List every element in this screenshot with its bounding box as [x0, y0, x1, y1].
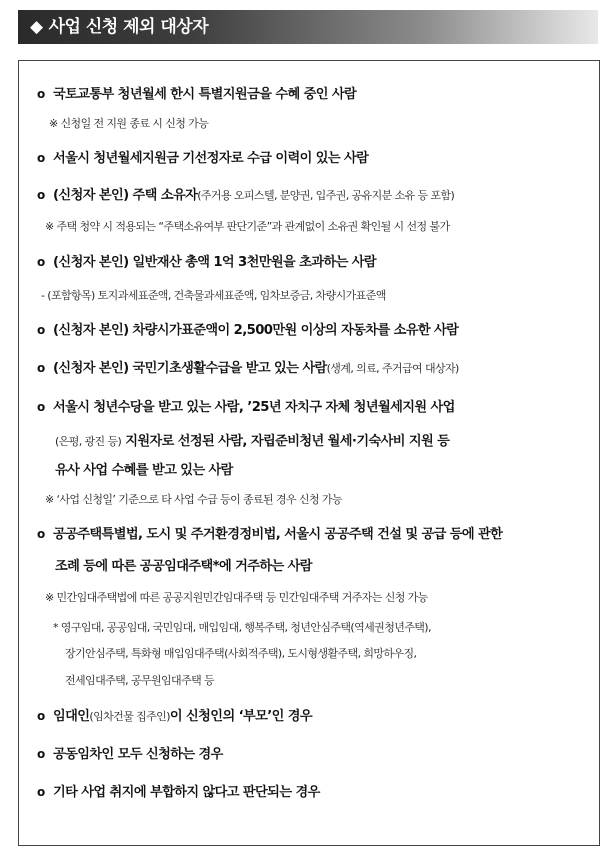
note-3: - (포함항목) 토지과세표준액, 건축물과세표준액, 임차보증금, 차량시가표준액 [41, 289, 386, 302]
section-title: 사업 신청 제외 대상자 [48, 17, 209, 37]
section-header [18, 10, 598, 44]
bullet-icon: o [37, 527, 45, 541]
note-7: 장기안심주택, 특화형 매입임대주택(사회적주택), 도시형생활주택, 희망하우징, [65, 647, 417, 660]
item-5: o (신청자 본인) 차량시가표준액이 2,500만원 이상의 자동차를 소유한 사람 [37, 323, 459, 338]
item-10: o 공동임차인 모두 신청하는 경우 [37, 747, 223, 762]
note-5: ※ 민간임대주택법에 따른 공공지원민간임대주택 등 민간임대주택 거주자는 신청 가능 [45, 591, 428, 604]
bullet-icon: o [37, 323, 45, 337]
bullet-icon: o [37, 87, 45, 101]
bullet-icon: o [37, 361, 45, 375]
item-7-cont-1: (은평, 광진 등) 지원자로 선정된 사람, 자립준비청년 월세·기숙사비 지원 등 [55, 434, 450, 449]
note-8: 전세임대주택, 공무원임대주택 등 [65, 674, 215, 687]
item-8: o 공공주택특별법, 도시 및 주거환경정비법, 서울시 공공주택 건설 및 공급 등에 관한 [37, 527, 503, 542]
black-diamond-icon: ◆ [30, 17, 43, 37]
item-9: o 임대인(임차건물 집주인)이 신청인의 ‘부모’인 경우 [37, 709, 313, 724]
bullet-icon: o [37, 188, 45, 202]
item-11: o 기타 사업 취지에 부합하지 않다고 판단되는 경우 [37, 785, 320, 800]
bullet-icon: o [37, 255, 45, 269]
item-3: o (신청자 본인) 주택 소유자(주거용 오피스텔, 분양권, 입주권, 공유지분 소유 등 포함) [37, 188, 455, 203]
item-2: o 서울시 청년월세지원금 기선정자로 수급 이력이 있는 사람 [37, 151, 369, 166]
bullet-icon: o [37, 709, 45, 723]
item-6: o (신청자 본인) 국민기초생활수급을 받고 있는 사람(생계, 의료, 주거급여 대상자) [37, 361, 459, 376]
item-4: o (신청자 본인) 일반재산 총액 1억 3천만원을 초과하는 사람 [37, 255, 377, 270]
bullet-icon: o [37, 785, 45, 799]
item-8-cont: 조례 등에 따른 공공임대주택*에 거주하는 사람 [55, 559, 312, 574]
note-4: ※ ‘사업 신청일’ 기준으로 타 사업 수급 등이 종료된 경우 신청 가능 [45, 493, 342, 506]
note-6: * 영구임대, 공공임대, 국민임대, 매입임대, 행복주택, 청년안심주택(역세권청년주택), [53, 621, 431, 634]
note-2: ※ 주택 청약 시 적용되는 “주택소유여부 판단기준”과 관계없이 소유권 확인될 시 선정 불가 [45, 220, 450, 233]
bullet-icon: o [37, 400, 45, 414]
bullet-icon: o [37, 151, 45, 165]
item-7: o 서울시 청년수당을 받고 있는 사람, ’25년 자치구 자체 청년월세지원 사업 [37, 400, 455, 415]
item-7-cont-2: 유사 사업 수혜를 받고 있는 사람 [55, 463, 233, 478]
content-box [18, 60, 600, 846]
note-1: ※ 신청일 전 지원 종료 시 신청 가능 [49, 117, 209, 130]
item-1: o 국토교통부 청년월세 한시 특별지원금을 수혜 중인 사람 [37, 87, 357, 102]
bullet-icon: o [37, 747, 45, 761]
